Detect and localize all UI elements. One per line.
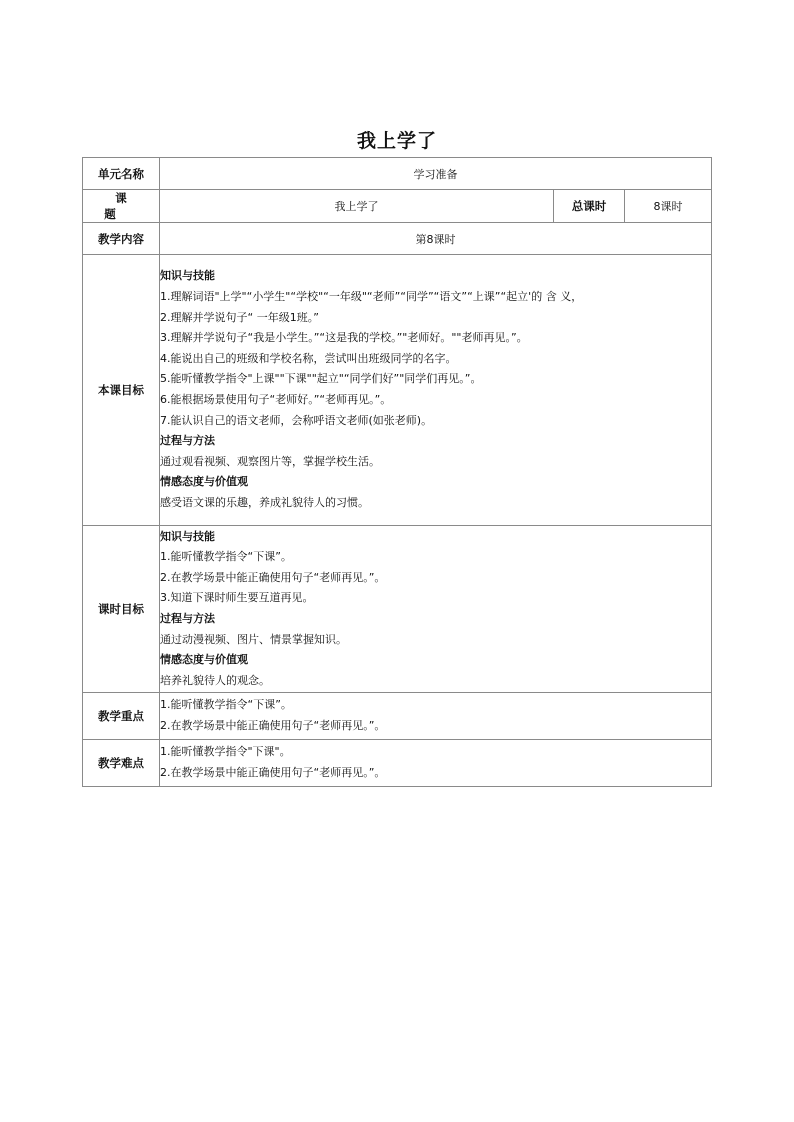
difficulties-label: 教学难点: [83, 740, 160, 787]
key-points-row: [83, 693, 712, 740]
unit-label: 单元名称: [83, 158, 160, 190]
lesson-goals-content: [160, 526, 712, 693]
course-goals-content: [160, 255, 712, 526]
course-goals-row: [83, 255, 712, 526]
key-points-content: [160, 693, 712, 740]
goal-item: 1.能听懂教学指令“下课”。: [160, 550, 292, 564]
unit-row: [83, 158, 712, 190]
point-item: 2.在教学场景中能正确使用句子“老师再见。”。: [160, 719, 386, 732]
goal-item: 4.能说出自己的班级和学校名称，尝试叫出班级同学的名字。: [160, 351, 457, 365]
content-row: [83, 223, 712, 255]
section-heading: 过程与方法: [160, 612, 215, 625]
difficulties-content: [160, 740, 712, 787]
goal-item: 3.理解并学说句子“我是小学生。”“这是我的学校。”"老师好。""老师再见。”。: [160, 331, 528, 345]
difficulty-item: 2.在教学场景中能正确使用句子“老师再见。”。: [160, 766, 386, 779]
section-heading: 情感态度与价值观: [160, 475, 248, 489]
lesson-goals-row: [83, 526, 712, 693]
page-title: 我上学了: [356, 130, 437, 152]
section-heading: 知识与技能: [160, 269, 215, 283]
process-text: 通过动漫视频、图片、情景掌握知识。: [160, 632, 347, 646]
topic-label: 课 题: [83, 190, 160, 223]
content-label: 教学内容: [83, 223, 160, 255]
goal-item: 5.能听懂教学指令"上课""下课""起立"“同学们好”"同学们再见。”。: [160, 372, 482, 386]
topic-value: 我上学了: [160, 190, 554, 223]
topic-row: [83, 190, 712, 223]
section-heading: 情感态度与价值观: [160, 653, 248, 667]
goal-item: 6.能根据场景使用句子“老师好。”“老师再见。”。: [160, 393, 392, 406]
attitude-text: 感受语文课的乐趣，养成礼貌待人的习惯。: [160, 495, 369, 509]
section-heading: 过程与方法: [160, 434, 215, 448]
goal-item: 2.在教学场景中能正确使用句子“老师再见。”。: [160, 570, 386, 584]
content-value: 第8课时: [160, 223, 712, 255]
difficulties-row: [83, 740, 712, 787]
goal-item: 7.能认识自己的语文老师，会称呼语文老师(如张老师)。: [160, 413, 433, 427]
key-points-label: 教学重点: [83, 693, 160, 740]
lesson-plan-table: [82, 157, 712, 787]
lesson-goals-label: 课时目标: [83, 526, 160, 693]
goal-item: 1.理解词语"上学"“小学生"“学校"“一年级"“老师”“同学”“语文”“上课”“起立'的 含 义，: [160, 290, 583, 304]
section-heading: 知识与技能: [160, 529, 215, 543]
goal-item: 2.理解并学说句子“ 一年级1班。”: [160, 310, 319, 324]
difficulty-item: 1.能听懂教学指令"下课"。: [160, 745, 291, 759]
total-hours-value: 8课时: [625, 190, 712, 223]
point-item: 1.能听懂教学指令“下课”。: [160, 698, 292, 712]
attitude-text: 培养礼貌待人的观念。: [160, 673, 270, 687]
total-hours-label: 总课时: [554, 190, 625, 223]
unit-value: 学习准备: [160, 158, 712, 190]
process-text: 通过观看视频、观察图片等，掌握学校生活。: [160, 454, 380, 468]
course-goals-label: 本课目标: [83, 255, 160, 526]
goal-item: 3.知道下课时师生要互道再见。: [160, 591, 314, 605]
